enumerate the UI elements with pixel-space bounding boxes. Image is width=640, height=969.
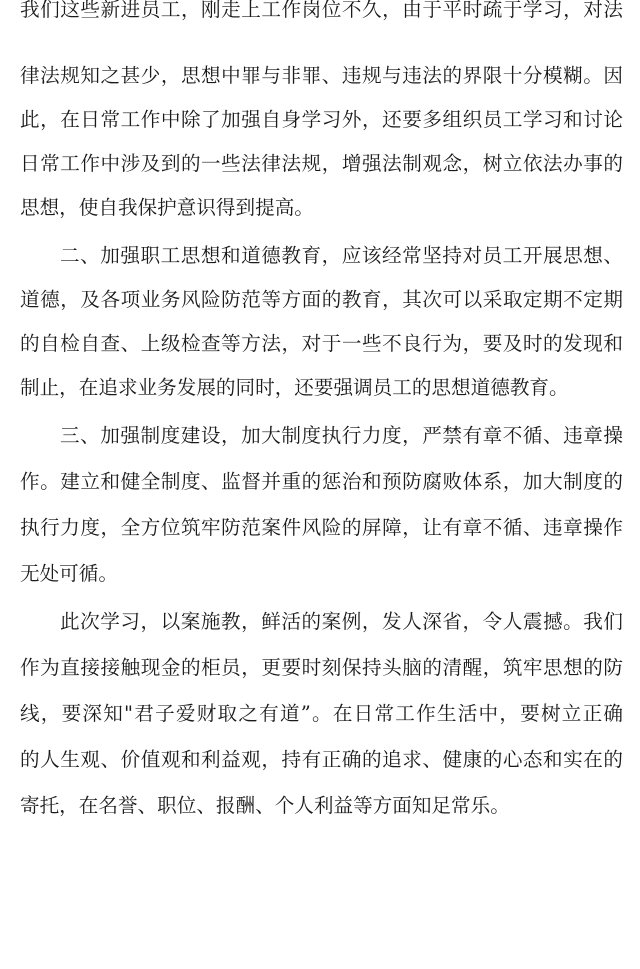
- paragraph-line: 的自检自查、上级检查等方法，对于一些不良行为，要及时的发现和: [20, 332, 623, 355]
- paragraph-line: 律法规知之甚少，思想中罪与非罪、违规与违法的界限十分模糊。因: [20, 64, 623, 87]
- paragraph-line: 思想，使自我保护意识得到提高。: [20, 196, 314, 219]
- paragraph-line: 日常工作中涉及到的一些法律法规，增强法制观念，树立依法办事的: [20, 152, 623, 175]
- paragraph-line: 寄托，在名誉、职位、报酬、个人利益等方面知足常乐。: [20, 794, 510, 817]
- paragraph-line: 此，在日常工作中除了加强自身学习外，还要多组织员工学习和讨论: [20, 108, 623, 131]
- paragraph-line: 道德，及各项业务风险防范等方面的教育，其次可以采取定期不定期: [20, 288, 623, 311]
- paragraph-line: 三、加强制度建设，加大制度执行力度，严禁有章不循、违章操: [60, 424, 623, 447]
- paragraph-line: 制止，在追求业务发展的同时，还要强调员工的思想道德教育。: [20, 376, 569, 399]
- paragraph-line: 的人生观、价值观和利益观，持有正确的追求、健康的心态和实在的: [20, 748, 623, 771]
- paragraph-line: 执行力度，全方位筑牢防范案件风险的屏障，让有章不循、违章操作: [20, 516, 623, 539]
- paragraph-line: 二、加强职工思想和道德教育，应该经常坚持对员工开展思想、: [60, 244, 623, 267]
- paragraph-line: 无处可循。: [20, 562, 118, 585]
- paragraph-line: 作为直接接触现金的柜员，更要时刻保持头脑的清醒，筑牢思想的防: [20, 656, 623, 679]
- paragraph-line: 线，要深知"君子爱财取之有道”。在日常工作生活中，要树立正确: [20, 702, 623, 725]
- paragraph-line: 此次学习，以案施教，鲜活的案例，发人深省，令人震撼。我们: [60, 610, 623, 633]
- paragraph-line: 我们这些新进员工，刚走上工作岗位不久，由于平时疏于学习，对法: [20, 0, 623, 21]
- paragraph-line: 作。建立和健全制度、监督并重的惩治和预防腐败体系，加大制度的: [20, 470, 623, 493]
